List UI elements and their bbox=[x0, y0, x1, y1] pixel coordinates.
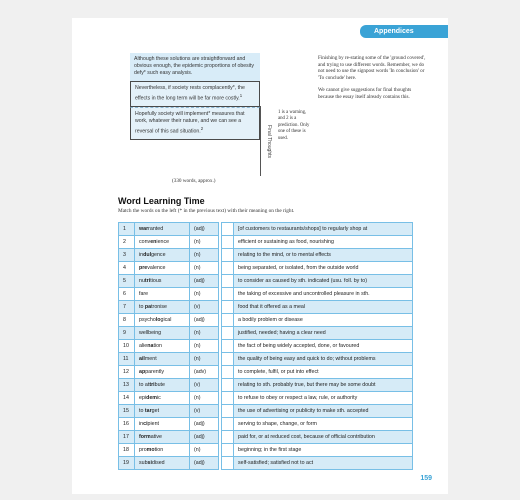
vocab-word: convenience bbox=[135, 236, 190, 249]
vocab-number: 17 bbox=[119, 431, 135, 444]
vocab-word: warranted bbox=[135, 223, 190, 236]
vocab-part-of-speech: (adj) bbox=[190, 418, 219, 431]
vocab-meaning: beginning; in the first stage bbox=[234, 444, 413, 457]
example-paragraphs bbox=[130, 53, 260, 140]
table-row bbox=[119, 223, 413, 236]
vocab-meaning: the taking of excessive and uncontrolled pleasure in sth. bbox=[234, 288, 413, 301]
vocab-number: 13 bbox=[119, 379, 135, 392]
table-row bbox=[119, 327, 413, 340]
vocab-word: wellbeing bbox=[135, 327, 190, 340]
vocab-word: alienation bbox=[135, 340, 190, 353]
vocab-meaning: paid for, or at reduced cost, because of official contribution bbox=[234, 431, 413, 444]
example-paragraph-3: Hopefully society will implement* measures that work, whatever their nature, and we can see a reversal of this sad situation.$^2$ bbox=[130, 107, 260, 140]
superscript-2: 2 bbox=[200, 126, 204, 132]
answer-box[interactable] bbox=[222, 457, 234, 470]
vocab-word: ailment bbox=[135, 353, 190, 366]
vocab-number: 2 bbox=[119, 236, 135, 249]
vocab-number: 9 bbox=[119, 327, 135, 340]
vocab-word: to patronise bbox=[135, 301, 190, 314]
answer-box[interactable] bbox=[222, 405, 234, 418]
answer-box[interactable] bbox=[222, 353, 234, 366]
vocab-part-of-speech: (v) bbox=[190, 301, 219, 314]
table-row bbox=[119, 392, 413, 405]
table-row bbox=[119, 431, 413, 444]
answer-box[interactable] bbox=[222, 249, 234, 262]
table-row bbox=[119, 405, 413, 418]
answer-box[interactable] bbox=[222, 431, 234, 444]
vocab-meaning: the quality of being easy and quick to do; without problems bbox=[234, 353, 413, 366]
answer-box[interactable] bbox=[222, 223, 234, 236]
vocab-number: 3 bbox=[119, 249, 135, 262]
vocab-word: epidemic bbox=[135, 392, 190, 405]
vocab-number: 18 bbox=[119, 444, 135, 457]
vocab-number: 1 bbox=[119, 223, 135, 236]
example-paragraph-2: Nevertheless, if society rests complacently*, the effects in the long term will be far more costly.$^1$ bbox=[130, 81, 260, 107]
vocab-word: nutritious bbox=[135, 275, 190, 288]
table-row bbox=[119, 418, 413, 431]
vocab-number: 7 bbox=[119, 301, 135, 314]
final-thoughts-label: Final Thoughts bbox=[260, 106, 273, 176]
answer-box[interactable] bbox=[222, 444, 234, 457]
table-row bbox=[119, 249, 413, 262]
vocab-part-of-speech: (n) bbox=[190, 236, 219, 249]
answer-box[interactable] bbox=[222, 262, 234, 275]
commentary-paragraph-2: We cannot give suggestions for final thoughts because the essay itself already contains this. bbox=[318, 87, 412, 100]
answer-box[interactable] bbox=[222, 236, 234, 249]
vocab-meaning: the use of advertising or publicity to make sth. accepted bbox=[234, 405, 413, 418]
answer-box[interactable] bbox=[222, 288, 234, 301]
commentary-column bbox=[318, 55, 428, 107]
vocab-meaning: relating to the mind, or to mental effects bbox=[234, 249, 413, 262]
vocab-meaning: to consider as caused by sth. indicated (usu. foll. by to) bbox=[234, 275, 413, 288]
word-count: (330 words, approx.) bbox=[172, 178, 216, 184]
vocab-word: promotion bbox=[135, 444, 190, 457]
vocab-meaning: self-satisfied; satisfied not to act bbox=[234, 457, 413, 470]
answer-box[interactable] bbox=[222, 366, 234, 379]
page-number: 159 bbox=[420, 475, 432, 482]
table-row bbox=[119, 275, 413, 288]
vocab-meaning: being separated, or isolated, from the outside world bbox=[234, 262, 413, 275]
vocab-part-of-speech: (v) bbox=[190, 405, 219, 418]
answer-box[interactable] bbox=[222, 379, 234, 392]
vocab-number: 8 bbox=[119, 314, 135, 327]
vocab-meaning: efficient or sustaining as food, nourishing bbox=[234, 236, 413, 249]
table-row bbox=[119, 379, 413, 392]
vocab-meaning: justified, needed; having a clear need bbox=[234, 327, 413, 340]
table-row bbox=[119, 262, 413, 275]
vocab-number: 6 bbox=[119, 288, 135, 301]
section-title: Word Learning Time bbox=[118, 196, 205, 206]
table-row bbox=[119, 314, 413, 327]
answer-box[interactable] bbox=[222, 301, 234, 314]
vocab-part-of-speech: (n) bbox=[190, 262, 219, 275]
superscript-1: 1 bbox=[239, 92, 243, 98]
vocab-number: 12 bbox=[119, 366, 135, 379]
vocab-meaning: to refuse to obey or respect a law, rule, or authority bbox=[234, 392, 413, 405]
commentary-paragraph-1: Finishing by re-stating some of the 'ground covered', and trying to use different words. Remember, we do not need to use the signpost words 'In conclusion' or 'To conclude' here. bbox=[318, 55, 426, 81]
answer-box[interactable] bbox=[222, 392, 234, 405]
final-thoughts-group bbox=[130, 81, 260, 140]
vocab-part-of-speech: (n) bbox=[190, 249, 219, 262]
vocab-word: incipient bbox=[135, 418, 190, 431]
vocab-table bbox=[118, 222, 413, 470]
vocab-part-of-speech: (n) bbox=[190, 327, 219, 340]
table-row bbox=[119, 366, 413, 379]
example-paragraph-1: Although these solutions are straightforward and obvious enough, the epidemic proportions of obesity defy* such easy analysis. bbox=[134, 56, 254, 77]
table-row bbox=[119, 340, 413, 353]
vocab-word: fare bbox=[135, 288, 190, 301]
table-row bbox=[119, 236, 413, 249]
vocab-number: 4 bbox=[119, 262, 135, 275]
section-tab: Appendices bbox=[360, 25, 448, 38]
vocab-part-of-speech: (adj) bbox=[190, 275, 219, 288]
answer-box[interactable] bbox=[222, 418, 234, 431]
answer-box[interactable] bbox=[222, 314, 234, 327]
vocab-number: 11 bbox=[119, 353, 135, 366]
vocab-table-wrap bbox=[118, 222, 413, 470]
answer-box[interactable] bbox=[222, 327, 234, 340]
table-row bbox=[119, 288, 413, 301]
vocab-meaning: the fact of being widely accepted, done, or favoured bbox=[234, 340, 413, 353]
vocab-meaning: a bodily problem or disease bbox=[234, 314, 413, 327]
vocab-part-of-speech: (adj) bbox=[190, 431, 219, 444]
answer-box[interactable] bbox=[222, 340, 234, 353]
vocab-meaning: serving to shape, change, or form bbox=[234, 418, 413, 431]
vocab-word: to target bbox=[135, 405, 190, 418]
answer-box[interactable] bbox=[222, 275, 234, 288]
vocab-number: 10 bbox=[119, 340, 135, 353]
side-note: 1 is a warning, and 2 is a prediction. Only one of these is used. bbox=[278, 110, 310, 141]
vocab-part-of-speech: (adj) bbox=[190, 223, 219, 236]
vocab-part-of-speech: (adv) bbox=[190, 366, 219, 379]
vocab-part-of-speech: (adj) bbox=[190, 314, 219, 327]
vocab-word: apparently bbox=[135, 366, 190, 379]
vocab-part-of-speech: (n) bbox=[190, 340, 219, 353]
vocab-number: 16 bbox=[119, 418, 135, 431]
vocab-word: formative bbox=[135, 431, 190, 444]
vocab-word: psychological bbox=[135, 314, 190, 327]
table-row bbox=[119, 353, 413, 366]
table-row bbox=[119, 444, 413, 457]
vocab-number: 19 bbox=[119, 457, 135, 470]
vocab-part-of-speech: (n) bbox=[190, 392, 219, 405]
vocab-word: to attribute bbox=[135, 379, 190, 392]
vocab-number: 15 bbox=[119, 405, 135, 418]
vocab-word: indulgence bbox=[135, 249, 190, 262]
vocab-meaning: relating to sth. probably true, but there may be some doubt bbox=[234, 379, 413, 392]
vocab-part-of-speech: (n) bbox=[190, 444, 219, 457]
vocab-part-of-speech: (n) bbox=[190, 288, 219, 301]
vocab-meaning: food that it offered as a meal bbox=[234, 301, 413, 314]
vocab-part-of-speech: (n) bbox=[190, 353, 219, 366]
table-row bbox=[119, 457, 413, 470]
vocab-number: 5 bbox=[119, 275, 135, 288]
vocab-word: prevalence bbox=[135, 262, 190, 275]
instruction-text: Match the words on the left (* in the previous text) with their meaning on the right. bbox=[118, 208, 295, 214]
vocab-part-of-speech: (adj) bbox=[190, 457, 219, 470]
vocab-meaning: to complete, fulfil, or put into effect bbox=[234, 366, 413, 379]
vocab-number: 14 bbox=[119, 392, 135, 405]
book-page bbox=[72, 18, 448, 494]
vocab-word: subsidised bbox=[135, 457, 190, 470]
vocab-meaning: [of customers to restaurants/shops] to regularly shop at bbox=[234, 223, 413, 236]
table-row bbox=[119, 301, 413, 314]
vocab-part-of-speech: (v) bbox=[190, 379, 219, 392]
